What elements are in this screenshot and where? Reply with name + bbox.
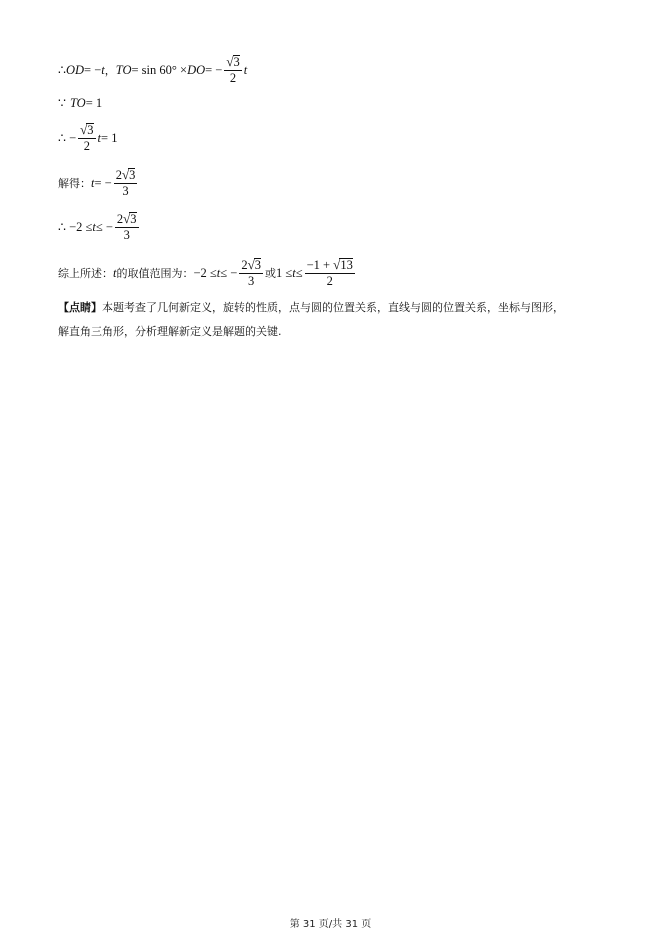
fraction-numerator: 3 xyxy=(130,212,137,226)
equation-line-6 xyxy=(58,257,357,289)
fraction-denominator: 3 xyxy=(248,274,255,288)
comment-text-1: 本题考查了几何新定义，旋转的性质，点与圆的位置关系，直线与圆的位置关系，坐标与图形， xyxy=(102,301,564,314)
comma: ， xyxy=(104,64,116,77)
range-part-4: ≤ xyxy=(295,265,303,280)
range-label: 的取值范围为： xyxy=(116,267,194,280)
or-word: 或 xyxy=(264,267,276,280)
equals-neg: = − xyxy=(84,62,102,77)
segment-to: TO xyxy=(115,62,132,77)
variable-t: t xyxy=(91,175,95,190)
equation-line-5 xyxy=(58,211,141,243)
equals-neg-2: = − xyxy=(205,62,223,77)
summary-label: 综上所述： xyxy=(58,267,113,280)
radical-sign: √ xyxy=(121,167,130,182)
equals-neg: = − xyxy=(94,175,112,190)
range-part-1: −2 ≤ xyxy=(193,265,217,280)
range-part-3: 1 ≤ xyxy=(275,265,293,280)
equation-line-1 xyxy=(58,54,247,86)
fraction-2sqrt3-over-3 xyxy=(114,167,138,199)
comment-bracket-label: 【点睛】 xyxy=(58,301,102,314)
radical-sign: √ xyxy=(247,257,255,272)
fraction-numerator: 3 xyxy=(129,168,136,182)
fraction-numerator: 3 xyxy=(254,258,261,272)
radical-sign: √ xyxy=(123,211,131,226)
fraction-denominator: 3 xyxy=(122,184,129,198)
fraction-numerator: 3 xyxy=(233,55,240,69)
variable-t: t xyxy=(101,62,105,77)
variable-t: t xyxy=(92,219,96,234)
range-part-2: ≤ − xyxy=(220,265,238,280)
fraction-sqrt3-over-2 xyxy=(224,54,241,86)
segment-to: TO xyxy=(69,95,86,110)
comment-paragraph xyxy=(58,296,606,344)
therefore-neg: ∴ − xyxy=(58,131,77,145)
variable-t: t xyxy=(97,130,102,145)
segment-do: DO xyxy=(187,62,206,77)
therefore-inequality: ∴ −2 ≤ xyxy=(58,220,93,234)
numerator-coefficient: 2 xyxy=(116,212,124,226)
equals-one: = 1 xyxy=(85,95,103,110)
equation-line-3 xyxy=(58,122,117,154)
numerator-prefix: −1 + xyxy=(306,258,334,272)
numerator-coefficient: 2 xyxy=(115,168,122,182)
fraction-denominator: 2 xyxy=(229,71,237,85)
fraction-neg1-plus-sqrt13-over-2 xyxy=(305,257,355,289)
fraction-numerator: 13 xyxy=(340,258,353,272)
variable-t: t xyxy=(292,265,296,280)
fraction-numerator: 3 xyxy=(87,123,94,137)
equation-line-4 xyxy=(58,167,139,199)
radical-sign: √ xyxy=(80,122,88,137)
fraction-denominator: 3 xyxy=(123,228,130,242)
fraction-2sqrt3-over-3 xyxy=(239,257,263,289)
therefore-symbol: ∴ xyxy=(58,63,66,77)
fraction-2sqrt3-over-3 xyxy=(115,211,139,243)
variable-t: t xyxy=(243,62,248,77)
segment-od: OD xyxy=(65,62,85,77)
radical-sign: √ xyxy=(226,54,234,69)
numerator-coefficient: 2 xyxy=(241,258,248,272)
sin-expression: = sin 60° × xyxy=(131,62,188,77)
relation: ≤ − xyxy=(95,219,113,234)
fraction-sqrt3-over-2 xyxy=(78,122,95,154)
comment-text-2: 解直角三角形，分析理解新定义是解题的关键. xyxy=(58,325,282,338)
variable-t: t xyxy=(216,265,221,280)
page-footer: 第 31 页/共 31 页 xyxy=(289,919,372,930)
fraction-denominator: 2 xyxy=(326,274,333,288)
equals-one: = 1 xyxy=(101,130,118,145)
because-symbol: ∵ xyxy=(58,96,66,110)
fraction-denominator: 2 xyxy=(83,139,90,153)
equation-line-2 xyxy=(58,95,102,111)
radical-sign: √ xyxy=(333,257,341,272)
variable-t: t xyxy=(113,265,117,280)
solve-label: 解得： xyxy=(58,177,91,190)
